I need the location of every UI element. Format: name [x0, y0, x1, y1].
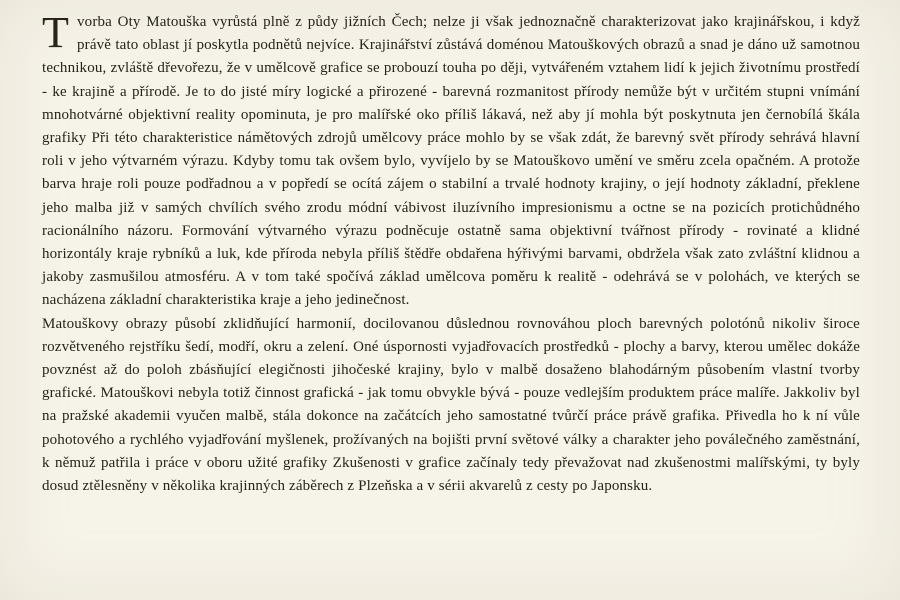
paragraph-2-text: Matouškovy obrazy působí zklidňující harmonií, docilovanou důslednou rovnováhou ploch barevných polotónů nikoliv široce rozvětveného rejstříku šedí, modří, okru a zelení. Oné úspornosti vyjadřovacích prostředků - plochy a barvy, kterou umělec dokáže povznést až do poloh zbásňující elegičnosti jihočeské krajiny, bylo v malbě dosaženo blahodárným působením vlastní tvorby grafické. Matouškovi nebyla totiž činnost grafická - jak tomu obvykle bývá - pouze vedlejším produktem práce malíře. Jakkoliv byl na pražské akademii vyučen malbě, stála dokonce na začátcích jeho samostatné tvůrčí práce právě grafika. Přivedla ho k ní vůle pohotového a rychlého vyjadřování myšlenek, prožívaných na bojišti první světové války a charakter jeho poválečného zaměstnání, k němuž patřila i práce v oboru užité grafiky Zkušenosti v grafice začínaly tedy převažovat nad zkušenostmi malířskými, ty byly dosud ztělesněny v několika krajinných záběrech z Plzeňska a v sérii akvarelů z cesty po Japonsku.	[42, 315, 860, 495]
paragraph-1	[42, 8, 860, 313]
paragraph-1-text: vorba Oty Matouška vyrůstá plně z půdy jižních Čech; nelze ji však jednoznačně charakterizovat jako krajinářskou, i když právě tato oblast jí poskytla podnětů nejvíce. Krajinářství zůstává doménou Matouškových obrazů a snad je dáno už samotnou technikou, zvláště dřevořezu, že v umělcově grafice se probouzí touha po ději, vytvářeném vztahem lidí k jejich životnímu prostředí - ke krajině a přírodě. Je to do jisté míry logické a přirozené - barevná rozmanitost přírody nemůže být v určitém stupni vnímání mnohotvárné objektivní reality opominuta, je pro malířské oko příliš lákavá, než aby jí mohla být poskytnuta jen černobílá škála grafiky Při této charakteristice námětových zdrojů umělcovy práce mohlo by se však zdát, že barevný svět přírody sehrává hlavní roli v jeho výtvarném výrazu. Kdyby tomu tak ovšem bylo, vyvíjelo by se Matouškovo umění ve směru zcela opačném. A protože barva hraje roli pouze podřadnou a v popředí se ocítá zájem o stabilní a trvalé hodnoty krajiny, o její hodnoty základní, překlene jeho malba již v samých chvílích svého zrodu módní vábivost iluzívního impresionismu a octne se na pozicích protichůdného racionálního názoru. Formování výtvarného výrazu podněcuje ostatně sama objektivní tvářnost přírody - rovinaté a klidné horizontály kraje rybníků a luk, kde příroda nebyla příliš štědře obdařena hýřivými barvami, obdržela však zato zvláštní klidnou a jakoby zasmušilou atmosféru. A v tom také spočívá základ umělcova poměru k realitě - odehrává se v polohách, ve kterých se nacházena základní charakteristika kraje a jeho jedinečnost.	[42, 14, 860, 309]
paragraph-2	[42, 313, 860, 499]
drop-cap-initial: T	[42, 8, 70, 57]
